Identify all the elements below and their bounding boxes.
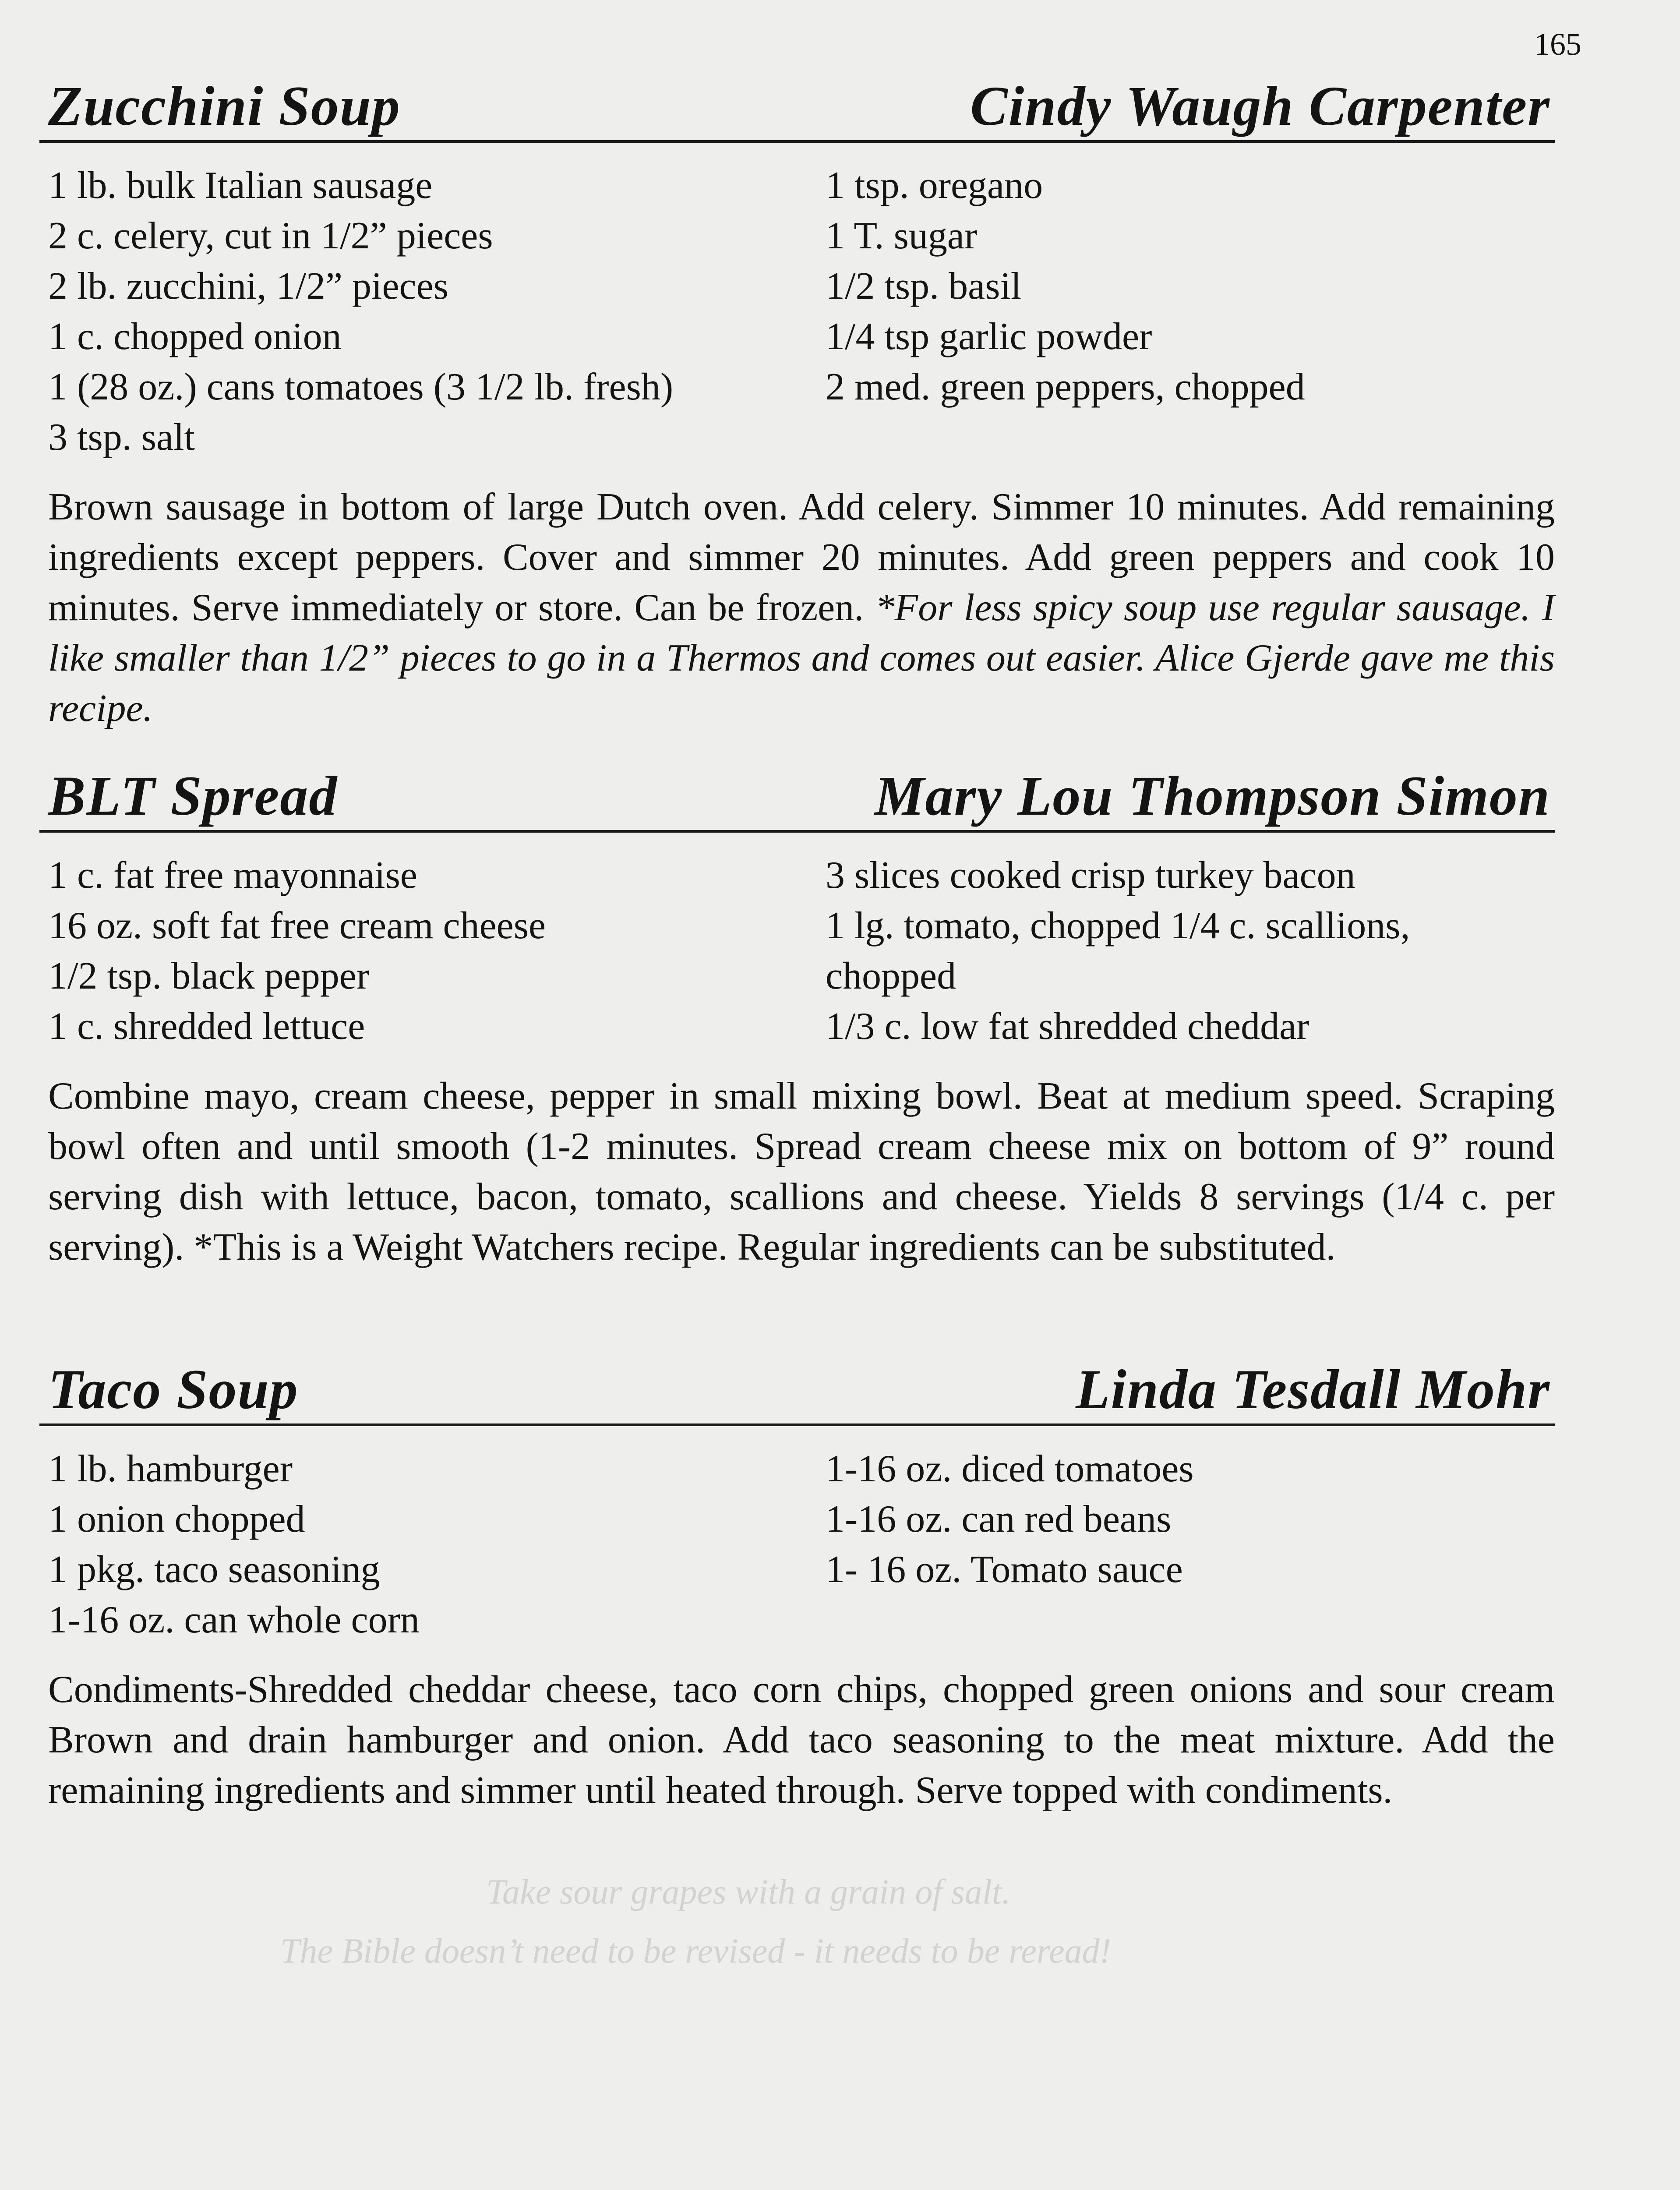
ingredients-right [826,1444,1553,1595]
directions-text: Brown sausage in bottom of large Dutch oven. Add celery. Simmer 10 minutes. Add remaining ingredients except peppers. Cover and simmer 20 minutes. Add green peppers and cook 10 minutes. Serve immediately or store. Can be frozen. [48,486,1555,629]
ingredients-right [826,160,1553,412]
bleed-through-text: Take sour grapes with a grain of salt. [486,1873,1011,1911]
recipe-directions [48,482,1555,734]
recipe-taco-soup [39,1358,1555,1812]
ingredient: 1 tsp. oregano [826,164,1043,207]
ingredient: 16 oz. soft fat free cream cheese [48,904,546,947]
recipe-title: Zucchini Soup [48,75,401,137]
recipe-title: Taco Soup [48,1358,299,1420]
ingredient: chopped [826,955,956,997]
ingredient: 1/2 tsp. black pepper [48,955,370,997]
recipe-author: Mary Lou Thompson Simon [874,765,1550,827]
ingredients-left [48,1444,815,1645]
ingredient: 1-16 oz. can whole corn [48,1599,420,1641]
ingredient: 2 med. green peppers, chopped [826,366,1305,408]
directions-text: Combine mayo, cream cheese, pepper in small mixing bowl. Beat at medium speed. Scraping bowl often and until smooth (1-2 minutes. Spread cream cheese mix on bottom of 9” round serving dish with lettuce, bacon, tomato, scallions and cheese. Yields 8 servings (1/4 c. per serving). *This is a Weight Watchers recipe. Regular ingredients can be substituted. [48,1075,1555,1268]
directions-text: Condiments-Shredded cheddar cheese, taco corn chips, chopped green onions and sour cream Brown and drain hamburger and onion. Add taco seasoning to the meat mixture. Add the remaining ingredients and simmer until heated through. Serve topped with condiments. [48,1668,1555,1812]
ingredient: 3 tsp. salt [48,416,195,459]
ingredient: 1 lg. tomato, chopped 1/4 c. scallions, [826,904,1410,947]
ingredient: 1 onion chopped [48,1498,305,1540]
bleed-through-text: The Bible doesn’t need to be revised - it needs to be reread! [280,1932,1112,1971]
recipe-title: BLT Spread [48,765,338,827]
ingredient: 1 c. fat free mayonnaise [48,854,417,897]
ingredient: 1 c. shredded lettuce [48,1005,365,1048]
ingredient: 1 lb. hamburger [48,1448,293,1490]
ingredient: 2 c. celery, cut in 1/2” pieces [48,215,493,257]
page-number: 165 [1534,27,1581,62]
ingredient: 3 slices cooked crisp turkey bacon [826,854,1355,897]
ingredient: 1-16 oz. diced tomatoes [826,1448,1194,1490]
recipe-header [39,74,1555,143]
ingredients-left [48,160,815,463]
ingredients-right [826,850,1553,1052]
recipe-directions [48,1664,1555,1816]
recipe-header [39,1358,1555,1426]
ingredient: 1 c. chopped onion [48,315,342,358]
ingredient: 1- 16 oz. Tomato sauce [826,1548,1183,1591]
ingredient: 1/4 tsp garlic powder [826,315,1152,358]
recipe-header [39,764,1555,833]
ingredient: 1 pkg. taco seasoning [48,1548,380,1591]
ingredient: 1/2 tsp. basil [826,265,1022,307]
recipe-zucchini-soup [39,74,1555,730]
ingredient: 1 (28 oz.) cans tomatoes (3 1/2 lb. fresh) [48,366,674,408]
recipe-blt-spread [39,764,1555,1268]
recipe-directions [48,1071,1555,1272]
recipe-author: Cindy Waugh Carpenter [970,75,1550,137]
ingredients-left [48,850,815,1052]
ingredient: 1-16 oz. can red beans [826,1498,1172,1540]
ingredient: 1 lb. bulk Italian sausage [48,164,433,207]
ingredient: 2 lb. zucchini, 1/2” pieces [48,265,448,307]
ingredient: 1/3 c. low fat shredded cheddar [826,1005,1309,1048]
recipe-note: *For less spicy soup use regular sausage. I like smaller than 1/2” pieces to go in a Thermos and comes out easier. Alice Gjerde gave me this recipe. [48,586,1555,730]
ingredient: 1 T. sugar [826,215,978,257]
recipe-author: Linda Tesdall Mohr [1076,1358,1550,1420]
